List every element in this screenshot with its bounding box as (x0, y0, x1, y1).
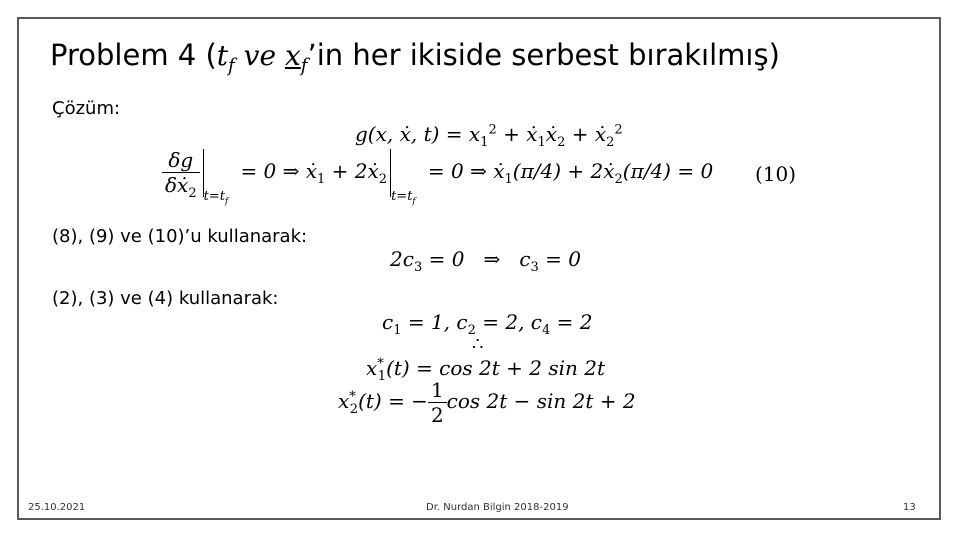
label-using-2-3-4: (2), (3) ve (4) kullanarak: (52, 288, 279, 309)
equation-constants: $c_1 = 1$, $c_2 = 2$, $c_4 = 2$ (382, 310, 593, 338)
footer-date: 25.10.2021 (28, 502, 86, 513)
partial-derivative-fraction: $\frac{\delta g}{\delta ẋ_2}$ (162, 148, 200, 197)
therefore-symbol: ∴ (472, 334, 484, 355)
equation-c3: $2c_3 = 0$ ⇒ $c_3 = 0$ (390, 247, 582, 275)
equation-g: g(x, ẋ, $t) = x_1^2$ + ẋ$_1$ẋ$_2$ + ẋ$_2^2$ (355, 122, 623, 150)
equation-x2: $x^*_2(t)$ = − $\frac{1}{2}$ cos 2t − sin 2t + 2 (338, 378, 636, 427)
footer-page-number: 13 (903, 502, 916, 513)
equation-10: $\frac{\delta g}{\delta ẋ_2}$ $_{t=t_f}$ = 0 ⇒ ẋ$_1$ + 2ẋ$_{2t=t_f}$ = 0 ⇒ ẋ$_1$(π/4) + 2ẋ$_2$(π/4) = 0 (162, 148, 713, 204)
footer-author: Dr. Nurdan Bilgin 2018-2019 (426, 502, 569, 513)
solution-label: Çözüm: (52, 98, 121, 119)
equation-number-10: (10) (755, 162, 797, 186)
slide-title: Problem 4 ($t_f$ ve $x_f’in$ her ikiside serbest bırakılmış) (50, 38, 780, 77)
label-using-8-9-10: (8), (9) ve (10)’u kullanarak: (52, 226, 308, 247)
fraction-one-half: $\frac{1}{2}$ (428, 378, 447, 427)
equation-x1: $x^*_1(t) = \cos 2t + 2$ sin 2t (366, 356, 606, 384)
